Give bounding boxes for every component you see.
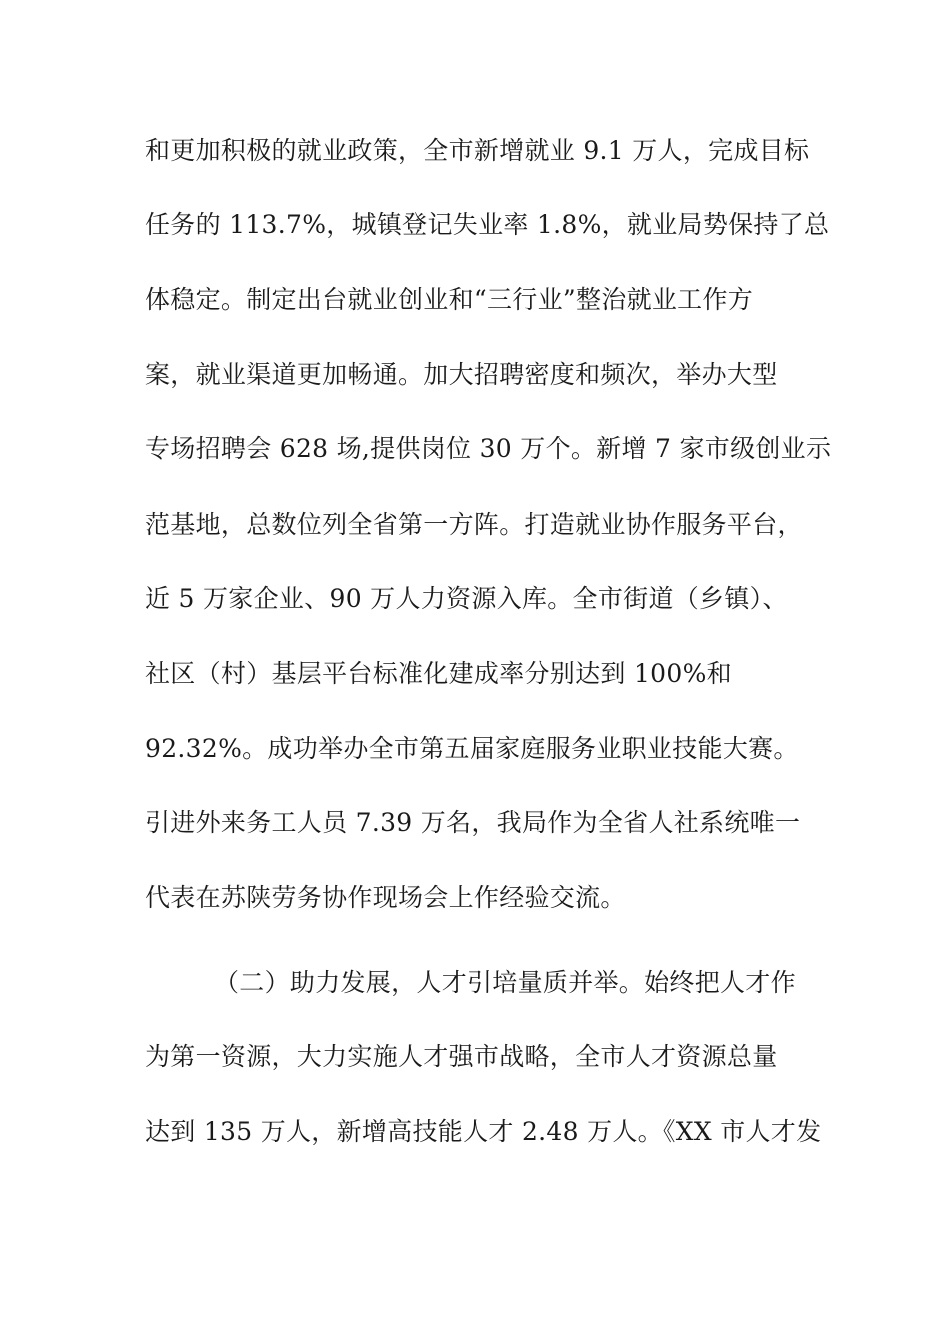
paragraph-line: 体稳定。制定出台就业创业和“三行业”整治就业工作方 [145,285,754,314]
paragraph-line: 范基地，总数位列全省第一方阵。打造就业协作服务平台， [145,510,803,539]
paragraph-line: 达到 135 万人，新增高技能人才 2.48 万人。《XX 市人才发 [145,1117,822,1146]
paragraph-line: 92.32%。成功举办全市第五届家庭服务业职业技能大赛。 [145,734,799,763]
paragraph-line: 为第一资源，大力实施人才强市战略，全市人才资源总量 [145,1042,778,1071]
paragraph-line: 专场招聘会 628 场,提供岗位 30 万个。新增 7 家市级创业示 [145,434,832,463]
paragraph-line: 引进外来务工人员 7.39 万名，我局作为全省人社系统唯一 [145,808,801,837]
paragraph-line: 社区（村）基层平台标准化建成率分别达到 100%和 [145,659,732,688]
paragraph-line: 案，就业渠道更加畅通。加大招聘密度和频次，举办大型 [145,360,778,389]
paragraph-line: 近 5 万家企业、90 万人力资源入库。全市街道（乡镇）、 [145,584,788,613]
paragraph-line: 代表在苏陕劳务协作现场会上作经验交流。 [145,883,626,912]
section-heading-line: （二）助力发展，人才引培量质并举。始终把人才作 [214,968,796,997]
paragraph-line: 和更加积极的就业政策，全市新增就业 9.1 万人，完成目标 [145,136,810,165]
paragraph-line: 任务的 113.7%，城镇登记失业率 1.8%，就业局势保持了总 [145,210,830,239]
